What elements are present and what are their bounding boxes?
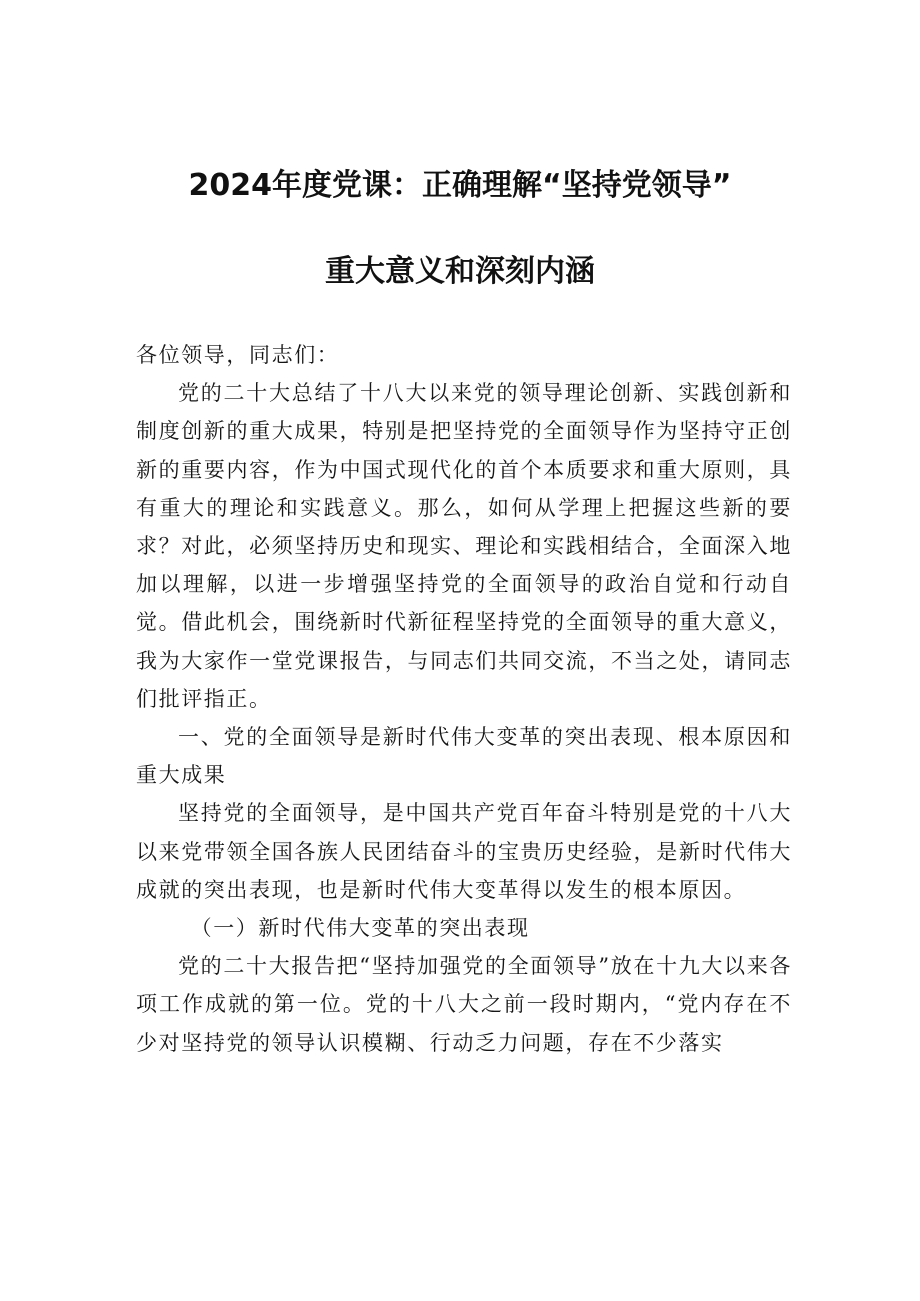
document-title-line-1: 2024年度党课：正确理解“坚持党领导” [188, 168, 732, 203]
salutation: 各位领导，同志们： [136, 343, 340, 367]
section-1-paragraph: 坚持党的全面领导，是中国共产党百年奋斗特别是党的十八大以来党带领全国各族人民团结奋斗的宝贵历史经验，是新时代伟大成就的突出表现，也是新时代伟大变革得以发生的根本原因。 [136, 801, 792, 902]
intro-paragraph: 党的二十大总结了十八大以来党的领导理论创新、实践创新和制度创新的重大成果，特别是把坚持党的全面领导作为坚持守正创新的重要内容，作为中国式现代化的首个本质要求和重大原则，具有重大的理论和实践意义。那么，如何从学理上把握这些新的要求？对此，必须坚持历史和现实、理论和实践相结合，全面深入地加以理解，以进一步增强坚持党的全面领导的政治自觉和行动自觉。借此机会，围绕新时代新征程坚持党的全面领导的重大意义，我为大家作一堂党课报告，与同志们共同交流，不当之处，请同志们批评指正。 [136, 381, 792, 711]
section-heading-1: 一、党的全面领导是新时代伟大变革的突出表现、根本原因和重大成果 [136, 725, 792, 788]
document-title-line-2: 重大意义和深刻内涵 [325, 254, 595, 289]
document-body [136, 336, 792, 1062]
subsection-heading-1: （一）新时代伟大变革的突出表现 [190, 916, 530, 941]
subsection-1-paragraph: 党的二十大报告把“坚持加强党的全面领导”放在十九大以来各项工作成就的第一位。党的十八大之前一段时期内，“党内存在不少对坚持党的领导认识模糊、行动乏力问题，存在不少落实 [136, 954, 792, 1055]
